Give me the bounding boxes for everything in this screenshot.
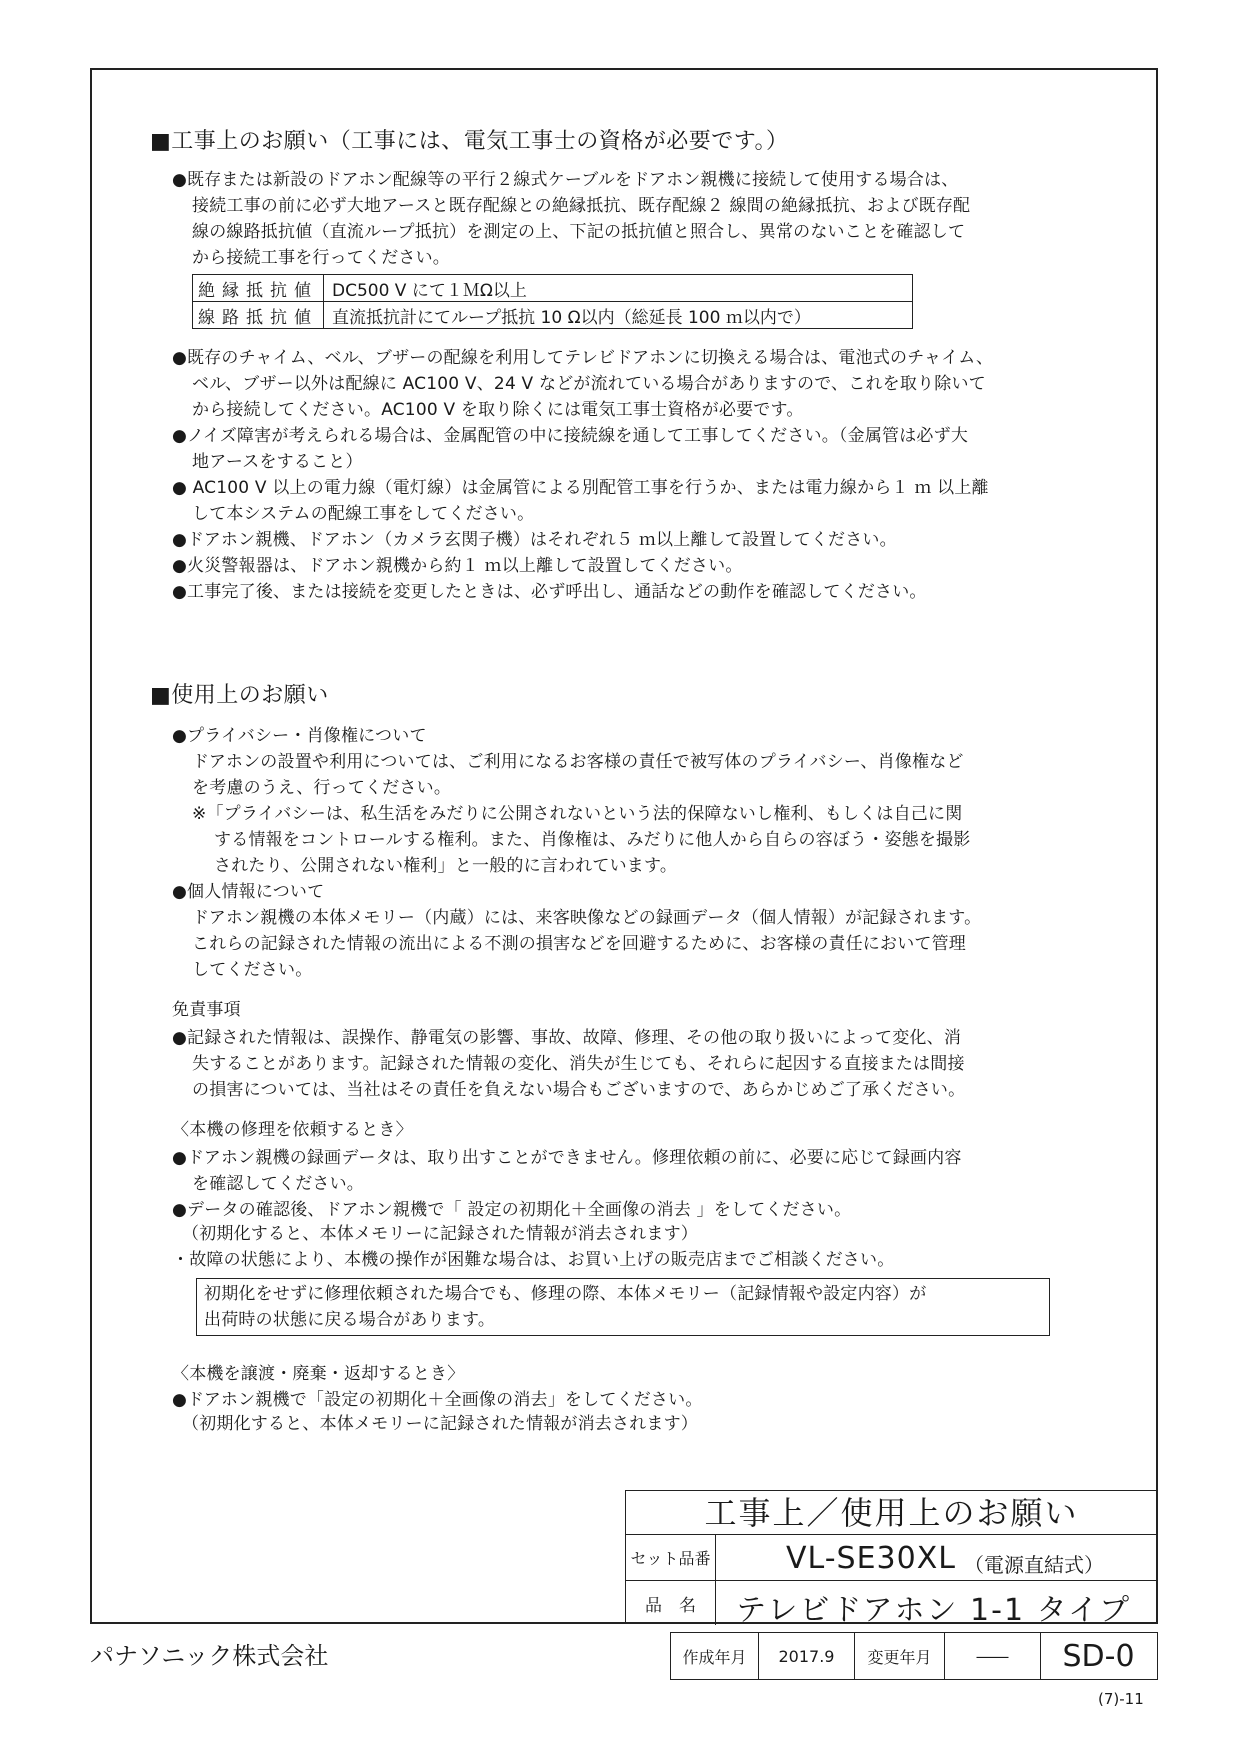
product-name-row: [626, 1581, 1157, 1628]
subheading-disclaimer: 免責事項: [172, 1000, 241, 1020]
text-line: を確認してください。: [192, 1174, 364, 1194]
note-line: 出荷時の状態に戻る場合があります。: [204, 1310, 496, 1330]
text-line: から接続工事を行ってください。: [192, 248, 450, 268]
text-line: されたり、公開されない権利」と一般的に言われています。: [214, 856, 678, 876]
text-line: 接続工事の前に必ず大地アースと既存配線との絶縁抵抗、既存配線２ 線間の絶縁抵抗、および既存配: [192, 196, 971, 216]
text-line: 線の線路抵抗値（直流ループ抵抗）を測定の上、下記の抵抗値と照合し、異常のないことを確認して: [192, 222, 966, 242]
table-value: 直流抵抗計にてループ抵抗 10 Ω以内（総延長 100 ｍ以内で）: [324, 302, 913, 329]
model-note: （電源直結式）: [964, 1553, 1104, 1577]
subheading-repair: 〈本機の修理を依頼するとき〉: [172, 1120, 413, 1140]
table-key: 線路抵抗値: [193, 302, 324, 329]
text-line: の損害については、当社はその責任を負えない場合もございますので、あらかじめご了承ください。: [192, 1080, 966, 1100]
product-name: テレビドアホン 1-1 タイプ: [736, 1593, 1132, 1628]
text-line: （初期化すると、本体メモリーに記録された情報が消去されます）: [182, 1224, 698, 1244]
text-line: ● AC100 V 以上の電力線（電灯線）は金属管による別配管工事を行うか、または電力線から１ ｍ 以上離: [172, 478, 989, 498]
note-line: 初期化をせずに修理依頼された場合でも、修理の際、本体メモリー（記録情報や設定内容）が: [204, 1284, 927, 1304]
text-line: ●既存のチャイム、ベル、ブザーの配線を利用してテレビドアホンに切換える場合は、電池式のチャイム、: [172, 348, 994, 368]
text-line: 失することがあります。記録された情報の変化、消失が生じても、それらに起因する直接または間接: [192, 1054, 965, 1074]
revision-box: [670, 1632, 1158, 1680]
text-line: ベル、ブザー以外は配線に AC100 V、24 V などが流れている場合がありますので、これを取り除いて: [192, 374, 986, 394]
table-row: [193, 275, 913, 302]
text-line: ●火災警報器は、ドアホン親機から約１ ｍ以上離して設置してください。: [172, 556, 743, 576]
text-line: 地アースをすること）: [192, 452, 363, 472]
text-line: ●記録された情報は、誤操作、静電気の影響、事故、故障、修理、その他の取り扱いによって変化、消: [172, 1028, 962, 1048]
text-line: から接続してください。AC100 V を取り除くには電気工事士資格が必要です。: [192, 400, 804, 420]
table-key: 絶縁抵抗値: [193, 275, 324, 302]
subheading-transfer: 〈本機を譲渡・廃棄・返却するとき〉: [172, 1364, 465, 1384]
text-line: これらの記録された情報の流出による不測の損害などを回避するために、お客様の責任において管理: [192, 934, 966, 954]
page-reference: (7)-11: [1098, 1690, 1144, 1708]
text-line: して本システムの配線工事をしてください。: [192, 504, 535, 524]
text-line: ●ドアホン親機の録画データは、取り出すことができません。修理依頼の前に、必要に応じて録画内容: [172, 1148, 962, 1168]
created-date: 2017.9: [759, 1633, 855, 1679]
model-row: [626, 1535, 1157, 1581]
model-number: VL-SE30XL: [786, 1541, 956, 1576]
text-line: ・故障の状態により、本機の操作が困難な場合は、お買い上げの販売店までご相談ください。: [172, 1250, 895, 1270]
changed-date: ――: [945, 1633, 1041, 1679]
table-row: [193, 302, 913, 329]
text-line: ●データの確認後、ドアホン親機で「 設定の初期化＋全画像の消去 」をしてください。: [172, 1200, 852, 1220]
set-number-label: セット品番: [626, 1535, 716, 1580]
text-line: （初期化すると、本体メモリーに記録された情報が消去されます）: [182, 1414, 698, 1434]
table-value: DC500 V にて１ＭΩ以上: [324, 275, 913, 302]
document-title: 工事上／使用上のお願い: [626, 1491, 1157, 1535]
text-line: ●工事完了後、または接続を変更したときは、必ず呼出し、通話などの動作を確認してください。: [172, 582, 927, 602]
text-line: してください。: [192, 960, 313, 980]
title-block: [625, 1490, 1158, 1628]
text-line: ●ドアホン親機で「設定の初期化＋全画像の消去」をしてください。: [172, 1390, 703, 1410]
text-line: する情報をコントロールする権利。また、肖像権は、みだりに他人から自らの容ぼう・姿態を撮影: [214, 830, 971, 850]
document-number: SD-0: [1062, 1638, 1135, 1674]
created-label: 作成年月: [671, 1633, 759, 1679]
text-line: ●プライバシー・肖像権について: [172, 726, 427, 746]
text-line: ●ドアホン親機、ドアホン（カメラ玄関子機）はそれぞれ５ ｍ以上離して設置してください。: [172, 530, 897, 550]
company-name: パナソニック株式会社: [90, 1642, 329, 1670]
product-name-label: 品 名: [626, 1581, 716, 1625]
section-heading-usage: ■使用上のお願い: [150, 683, 329, 708]
text-line: ●既存または新設のドアホン配線等の平行２線式ケーブルをドアホン親機に接続して使用する場合は、: [172, 170, 959, 190]
text-line: ドアホンの設置や利用については、ご利用になるお客様の責任で被写体のプライバシー、肖像権など: [192, 752, 964, 772]
text-line: ●ノイズ障害が考えられる場合は、金属配管の中に接続線を通して工事してください。（金属管は必ず大: [172, 426, 969, 446]
section-heading-construction: ■工事上のお願い（工事には、電気工事士の資格が必要です。）: [150, 129, 789, 154]
text-line: を考慮のうえ、行ってください。: [192, 778, 452, 798]
text-line: ※「プライバシーは、私生活をみだりに公開されないという法的保障ないし権利、もしくは自己に関: [192, 804, 963, 824]
resistance-table: [192, 274, 913, 329]
text-line: ドアホン親機の本体メモリー（内蔵）には、来客映像などの録画データ（個人情報）が記録されます。: [192, 908, 982, 928]
changed-label: 変更年月: [855, 1633, 945, 1679]
text-line: ●個人情報について: [172, 882, 325, 902]
